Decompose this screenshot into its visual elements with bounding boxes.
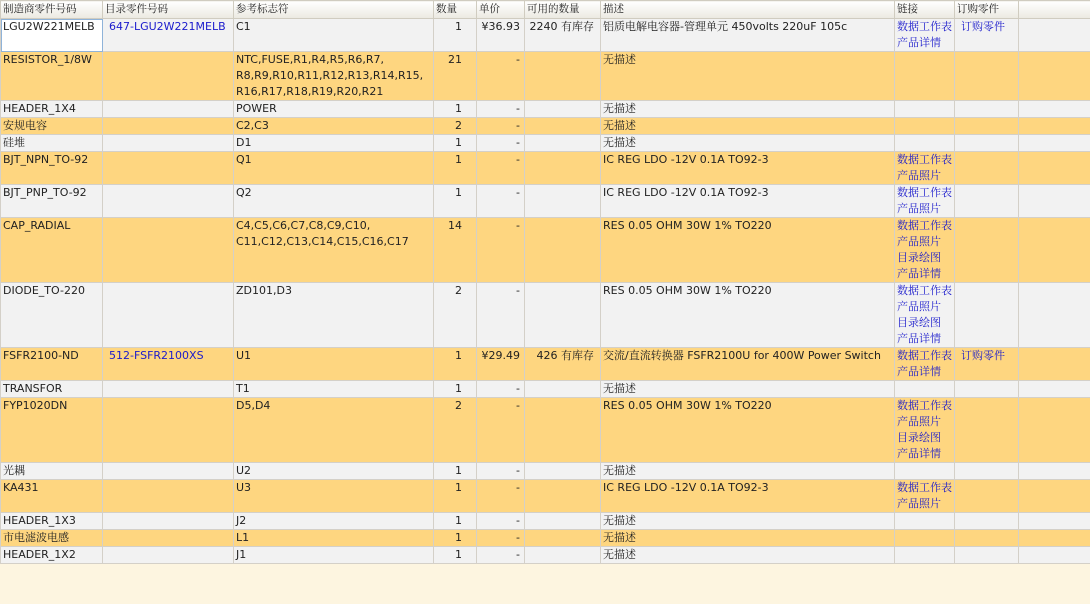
cell-unit-price: - [477,152,525,185]
cell-unit-price: - [477,530,525,547]
cell-qty: 2 [434,283,477,348]
cell-order [955,118,1019,135]
link-item[interactable]: 数据工作表 [897,20,952,33]
table-row[interactable] [1,283,1090,348]
cell-unit-price: - [477,480,525,513]
cell-order [955,218,1019,283]
cell-catalog-part [103,530,234,547]
cell-description: 无描述 [601,547,895,564]
cell-mfr-part[interactable]: 安规电容 [1,118,103,135]
link-item[interactable]: 产品照片 [897,415,941,428]
cell-catalog-part [103,398,234,463]
cell-ref-designator: U2 [234,463,434,480]
cell-links [895,135,955,152]
cell-available [525,480,601,513]
table-row[interactable] [1,463,1090,480]
cell-filler [1019,135,1090,152]
cell-qty: 1 [434,513,477,530]
cell-links [895,101,955,118]
cell-links [895,19,955,52]
cell-available [525,283,601,348]
cell-links [895,463,955,480]
bom-table-body [1,19,1090,564]
table-row[interactable] [1,152,1090,185]
cell-filler [1019,283,1090,348]
cell-order [955,348,1019,381]
link-item[interactable]: 产品详情 [897,332,941,345]
cell-qty: 14 [434,218,477,283]
cell-filler [1019,480,1090,513]
cell-links [895,348,955,381]
cell-catalog-part [103,101,234,118]
cell-catalog-part [103,118,234,135]
cell-order [955,547,1019,564]
cell-qty: 1 [434,530,477,547]
table-row[interactable] [1,547,1090,564]
link-item[interactable]: 产品详情 [897,267,941,280]
catalog-part-link[interactable]: 647-LGU2W221MELB [109,20,226,33]
catalog-part-link[interactable]: 512-FSFR2100XS [109,349,204,362]
cell-filler [1019,152,1090,185]
link-item[interactable]: 产品详情 [897,447,941,460]
cell-unit-price: - [477,185,525,218]
cell-unit-price: - [477,463,525,480]
table-row[interactable] [1,101,1090,118]
cell-ref-designator: NTC,FUSE,R1,R4,R5,R6,R7, R8,R9,R10,R11,R12,R13,R14,R15, R16,R17,R18,R19,R20,R21 [234,52,434,101]
cell-order [955,463,1019,480]
link-item[interactable]: 产品照片 [897,169,941,182]
cell-ref-designator: U1 [234,348,434,381]
col-header-catalog-part[interactable]: 目录零件号码 [103,1,234,19]
cell-links [895,530,955,547]
cell-order [955,530,1019,547]
header-row [1,1,1090,19]
col-header-ref-designator[interactable]: 参考标志符 [234,1,434,19]
col-header-available[interactable]: 可用的数量 [525,1,601,19]
cell-description: 无描述 [601,52,895,101]
link-item[interactable]: 数据工作表 [897,349,952,362]
cell-catalog-part [103,135,234,152]
link-item[interactable]: 产品照片 [897,300,941,313]
cell-description: 无描述 [601,530,895,547]
cell-ref-designator: T1 [234,381,434,398]
cell-qty: 1 [434,547,477,564]
cell-filler [1019,530,1090,547]
cell-ref-designator: U3 [234,480,434,513]
cell-mfr-part[interactable]: HEADER_1X4 [1,101,103,118]
cell-ref-designator: J1 [234,547,434,564]
cell-mfr-part[interactable]: DIODE_TO-220 [1,283,103,348]
cell-unit-price: - [477,135,525,152]
cell-unit-price: - [477,547,525,564]
link-item[interactable]: 产品照片 [897,202,941,215]
col-header-description[interactable]: 描述 [601,1,895,19]
cell-mfr-part[interactable]: BJT_NPN_TO-92 [1,152,103,185]
cell-unit-price: - [477,118,525,135]
order-part-link[interactable]: 订购零件 [961,20,1005,33]
cell-links [895,218,955,283]
cell-description: 铝质电解电容器-管理单元 450volts 220uF 105c [601,19,895,52]
cell-mfr-part[interactable]: TRANSFOR [1,381,103,398]
cell-links [895,547,955,564]
cell-mfr-part[interactable]: FSFR2100-ND [1,348,103,381]
cell-mfr-part[interactable]: HEADER_1X2 [1,547,103,564]
cell-available [525,530,601,547]
col-header-qty[interactable]: 数量 [434,1,477,19]
link-item[interactable]: 产品照片 [897,235,941,248]
cell-unit-price: - [477,513,525,530]
cell-order [955,398,1019,463]
cell-description: RES 0.05 OHM 30W 1% TO220 [601,398,895,463]
cell-available: 2240 有库存 [525,19,601,52]
table-row[interactable] [1,381,1090,398]
cell-ref-designator: D1 [234,135,434,152]
cell-mfr-part[interactable]: FYP1020DN [1,398,103,463]
cell-filler [1019,185,1090,218]
cell-description: 无描述 [601,513,895,530]
cell-available [525,398,601,463]
cell-unit-price: - [477,283,525,348]
cell-description: 无描述 [601,135,895,152]
cell-links [895,185,955,218]
cell-order [955,185,1019,218]
cell-catalog-part [103,152,234,185]
cell-qty: 1 [434,135,477,152]
link-item[interactable]: 数据工作表 [897,481,952,494]
cell-qty: 1 [434,152,477,185]
cell-qty: 1 [434,348,477,381]
link-item[interactable]: 数据工作表 [897,284,952,297]
cell-catalog-part [103,513,234,530]
cell-ref-designator: D5,D4 [234,398,434,463]
cell-links [895,480,955,513]
cell-catalog-part [103,348,234,381]
cell-catalog-part [103,283,234,348]
cell-filler [1019,381,1090,398]
cell-description: IC REG LDO -12V 0.1A TO92-3 [601,480,895,513]
cell-available [525,381,601,398]
link-item[interactable]: 目录绘图 [897,431,941,444]
cell-filler [1019,52,1090,101]
cell-order [955,283,1019,348]
cell-description: IC REG LDO -12V 0.1A TO92-3 [601,152,895,185]
table-row[interactable] [1,19,1090,52]
cell-filler [1019,348,1090,381]
cell-qty: 1 [434,480,477,513]
cell-ref-designator: C4,C5,C6,C7,C8,C9,C10, C11,C12,C13,C14,C15,C16,C17 [234,218,434,283]
cell-mfr-part[interactable]: KA431 [1,480,103,513]
cell-order [955,101,1019,118]
cell-filler [1019,101,1090,118]
cell-links [895,513,955,530]
table-row[interactable] [1,118,1090,135]
cell-filler [1019,513,1090,530]
cell-order [955,381,1019,398]
cell-ref-designator: Q1 [234,152,434,185]
cell-mfr-part[interactable]: 光耦 [1,463,103,480]
cell-available [525,152,601,185]
cell-mfr-part[interactable]: HEADER_1X3 [1,513,103,530]
cell-filler [1019,118,1090,135]
cell-available [525,218,601,283]
cell-available [525,547,601,564]
cell-description: 无描述 [601,101,895,118]
cell-description: 交流/直流转换器 FSFR2100U for 400W Power Switch [601,348,895,381]
cell-links [895,52,955,101]
cell-available [525,52,601,101]
cell-available [525,513,601,530]
cell-links [895,152,955,185]
cell-links [895,118,955,135]
link-item[interactable]: 产品详情 [897,365,941,378]
cell-qty: 2 [434,398,477,463]
link-item[interactable]: 目录绘图 [897,251,941,264]
cell-unit-price: - [477,101,525,118]
cell-filler [1019,547,1090,564]
cell-order [955,135,1019,152]
table-row[interactable] [1,513,1090,530]
cell-description: 无描述 [601,381,895,398]
cell-mfr-part[interactable]: LGU2W221MELB [1,19,103,52]
cell-catalog-part [103,218,234,283]
link-item[interactable]: 数据工作表 [897,219,952,232]
cell-qty: 1 [434,381,477,398]
table-row[interactable] [1,480,1090,513]
table-row[interactable] [1,185,1090,218]
order-part-link[interactable]: 订购零件 [961,349,1005,362]
cell-mfr-part[interactable]: 硅堆 [1,135,103,152]
cell-qty: 1 [434,185,477,218]
link-item[interactable]: 数据工作表 [897,399,952,412]
table-row[interactable] [1,398,1090,463]
cell-order [955,513,1019,530]
cell-unit-price: - [477,218,525,283]
link-item[interactable]: 产品详情 [897,36,941,49]
table-row[interactable] [1,52,1090,101]
cell-available: 426 有库存 [525,348,601,381]
cell-links [895,283,955,348]
cell-qty: 1 [434,101,477,118]
cell-filler [1019,398,1090,463]
table-row[interactable] [1,530,1090,547]
link-item[interactable]: 目录绘图 [897,316,941,329]
cell-filler [1019,19,1090,52]
cell-ref-designator: C1 [234,19,434,52]
cell-unit-price: - [477,52,525,101]
table-row[interactable] [1,348,1090,381]
cell-catalog-part [103,19,234,52]
cell-description: IC REG LDO -12V 0.1A TO92-3 [601,185,895,218]
cell-links [895,381,955,398]
cell-ref-designator: Q2 [234,185,434,218]
cell-available [525,118,601,135]
table-row[interactable] [1,135,1090,152]
col-header-order[interactable]: 订购零件 [955,1,1019,19]
cell-catalog-part [103,480,234,513]
cell-links [895,398,955,463]
link-item[interactable]: 数据工作表 [897,186,952,199]
cell-filler [1019,463,1090,480]
table-row[interactable] [1,218,1090,283]
cell-order [955,19,1019,52]
cell-order [955,152,1019,185]
cell-order [955,52,1019,101]
cell-filler [1019,218,1090,283]
cell-ref-designator: J2 [234,513,434,530]
col-header-filler [1019,1,1090,19]
cell-unit-price: ¥36.93 [477,19,525,52]
cell-available [525,463,601,480]
col-header-mfr-part[interactable]: 制造商零件号码 [1,1,103,19]
link-item[interactable]: 数据工作表 [897,153,952,166]
cell-unit-price: - [477,381,525,398]
cell-ref-designator: POWER [234,101,434,118]
cell-qty: 2 [434,118,477,135]
cell-catalog-part [103,463,234,480]
cell-ref-designator: L1 [234,530,434,547]
cell-catalog-part [103,547,234,564]
cell-qty: 21 [434,52,477,101]
cell-mfr-part[interactable]: BJT_PNP_TO-92 [1,185,103,218]
cell-available [525,185,601,218]
cell-ref-designator: C2,C3 [234,118,434,135]
cell-mfr-part[interactable]: CAP_RADIAL [1,218,103,283]
cell-description: RES 0.05 OHM 30W 1% TO220 [601,218,895,283]
cell-mfr-part[interactable]: 市电滤波电感 [1,530,103,547]
cell-qty: 1 [434,463,477,480]
cell-description: 无描述 [601,118,895,135]
cell-qty: 1 [434,19,477,52]
cell-unit-price: - [477,398,525,463]
cell-catalog-part [103,381,234,398]
cell-description: 无描述 [601,463,895,480]
col-header-links[interactable]: 链接 [895,1,955,19]
link-item[interactable]: 产品照片 [897,497,941,510]
cell-available [525,135,601,152]
cell-available [525,101,601,118]
cell-catalog-part [103,185,234,218]
col-header-unit-price[interactable]: 单价 [477,1,525,19]
cell-mfr-part[interactable]: RESISTOR_1/8W [1,52,103,101]
cell-unit-price: ¥29.49 [477,348,525,381]
cell-description: RES 0.05 OHM 30W 1% TO220 [601,283,895,348]
cell-ref-designator: ZD101,D3 [234,283,434,348]
cell-catalog-part [103,52,234,101]
cell-order [955,480,1019,513]
